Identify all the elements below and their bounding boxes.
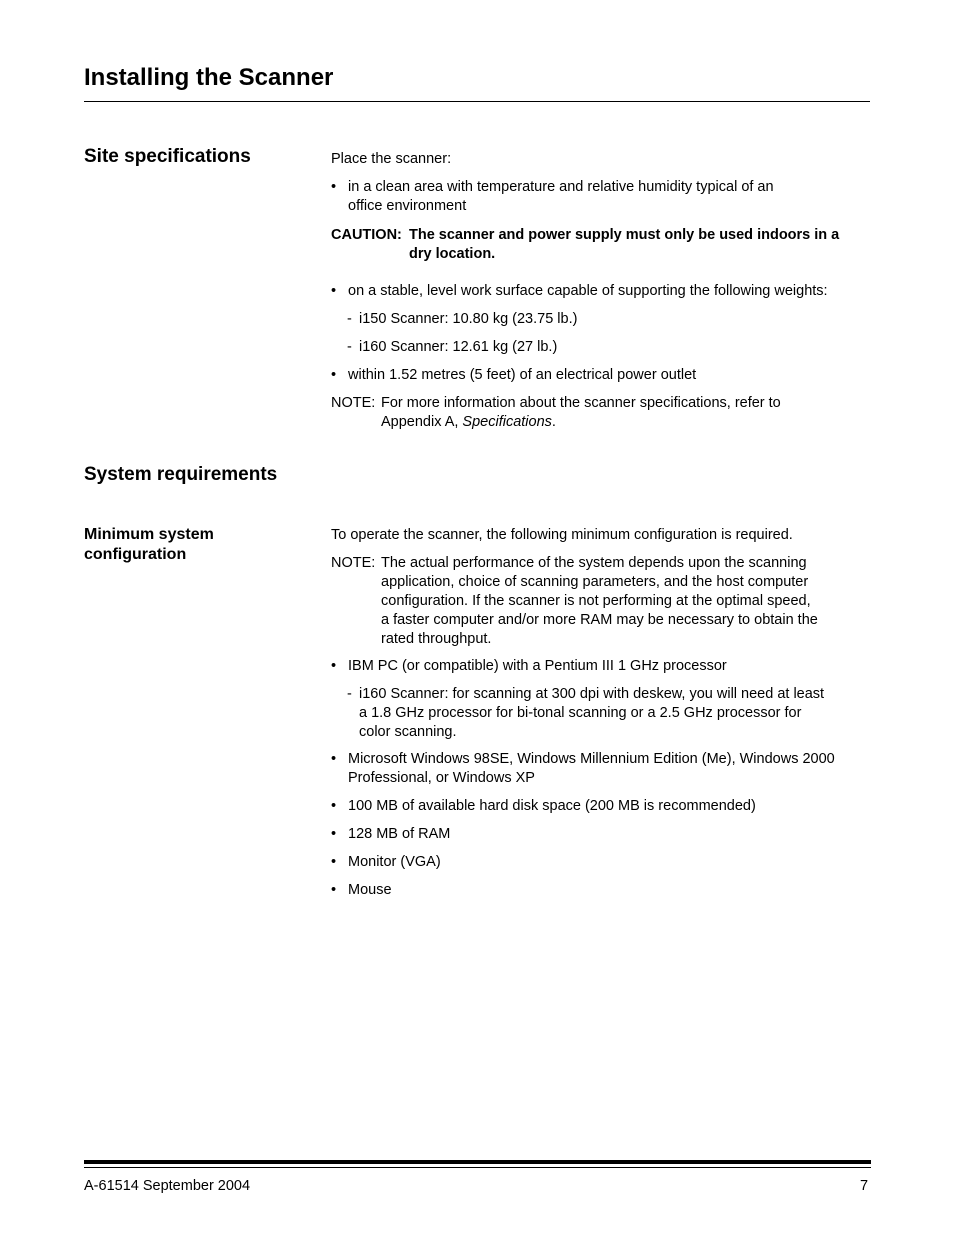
system-intro: To operate the scanner, the following minimum configuration is required.	[331, 527, 793, 543]
bullet-text: on a stable, level work surface capable of supporting the following weights:	[348, 283, 828, 299]
bullet-text: in a clean area with temperature and relative humidity typical of an	[348, 179, 774, 195]
site-specifications-heading: Site specifications	[84, 146, 251, 167]
bullet-text: 100 MB of available hard disk space (200 MB is recommended)	[348, 798, 756, 814]
note-text: .	[551, 414, 556, 430]
caution-label: CAUTION:	[331, 227, 402, 243]
bullet-marker: •	[331, 882, 337, 898]
header-rule	[84, 101, 870, 102]
footer-page-number: 7	[860, 1178, 869, 1194]
subheading-line: configuration	[84, 546, 187, 563]
sub-item-text: a 1.8 GHz processor for bi-tonal scanning or a 2.5 GHz processor for	[359, 705, 802, 721]
minimum-system-configuration-heading	[84, 525, 304, 565]
dash-marker: -	[347, 311, 352, 327]
sub-item-text: i150 Scanner: 10.80 kg (23.75 lb.)	[359, 311, 578, 327]
bullet-marker: •	[331, 179, 337, 195]
bullet-text: 128 MB of RAM	[348, 826, 451, 842]
caution-text: dry location.	[409, 246, 496, 262]
note-text: rated throughput.	[381, 631, 492, 647]
bullet-text: Monitor (VGA)	[348, 854, 441, 870]
bullet-marker: •	[331, 658, 337, 674]
appendix-link-text: Specifications	[462, 414, 552, 430]
footer-rule-thick	[84, 1160, 871, 1164]
bullet-marker: •	[331, 854, 337, 870]
bullet-text: office environment	[348, 198, 467, 214]
note-label: NOTE:	[331, 555, 376, 571]
sub-item-text: i160 Scanner: 12.61 kg (27 lb.)	[359, 339, 558, 355]
bullet-text: Mouse	[348, 882, 392, 898]
subheading-line: Minimum system	[84, 526, 214, 543]
system-requirements-heading: System requirements	[84, 464, 278, 485]
bullet-marker: •	[331, 751, 337, 767]
note-text: For more information about the scanner specifications, refer to	[381, 395, 781, 411]
sub-item-text: color scanning.	[359, 724, 457, 740]
bullet-marker: •	[331, 367, 337, 383]
chapter-title: Installing the Scanner	[84, 64, 334, 91]
note-text: configuration. If the scanner is not performing at the optimal speed,	[381, 593, 811, 609]
bullet-text: within 1.52 metres (5 feet) of an electrical power outlet	[348, 367, 697, 383]
bullet-text: Professional, or Windows XP	[348, 770, 535, 786]
note-text: The actual performance of the system depends upon the scanning	[381, 555, 807, 571]
footer-document-id: A-61514 September 2004	[84, 1178, 251, 1194]
note-label: NOTE:	[331, 395, 376, 411]
sub-item-text: i160 Scanner: for scanning at 300 dpi with deskew, you will need at least	[359, 686, 825, 702]
bullet-marker: •	[331, 826, 337, 842]
bullet-marker: •	[331, 798, 337, 814]
bullet-text: IBM PC (or compatible) with a Pentium III 1 GHz processor	[348, 658, 727, 674]
footer-rule-thin	[84, 1167, 871, 1168]
dash-marker: -	[347, 686, 352, 702]
bullet-marker: •	[331, 283, 337, 299]
bullet-text: Microsoft Windows 98SE, Windows Millennium Edition (Me), Windows 2000	[348, 751, 835, 767]
caution-text: The scanner and power supply must only be used indoors in a	[409, 227, 840, 243]
note-text: application, choice of scanning parameters, and the host computer	[381, 574, 809, 590]
note-text: Appendix A,	[381, 414, 463, 430]
note-text: a faster computer and/or more RAM may be necessary to obtain the	[381, 612, 818, 628]
dash-marker: -	[347, 339, 352, 355]
site-intro: Place the scanner:	[331, 151, 452, 167]
